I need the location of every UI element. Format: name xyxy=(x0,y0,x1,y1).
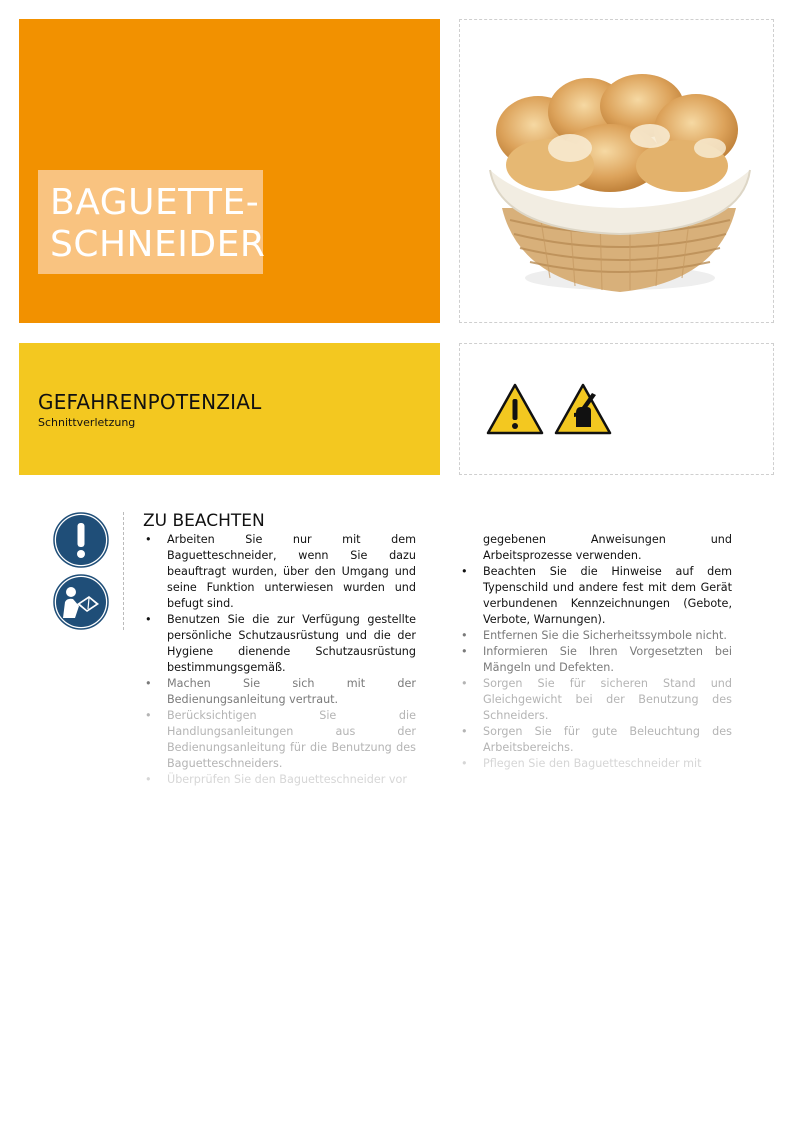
list-item: • Sorgen Sie für gute Beleuchtung des Arbeitsbereichs. xyxy=(459,724,732,756)
notes-column-1 xyxy=(143,532,416,786)
hazard-title: GEFAHRENPOTENZIAL xyxy=(38,390,262,414)
list-item: • Machen Sie sich mit der Bedienungsanleitung vertraut. xyxy=(143,676,416,708)
list-item: • Überprüfen Sie den Baguetteschneider vor xyxy=(143,772,416,788)
general-warning-icon xyxy=(486,383,544,435)
list-item: • Arbeiten Sie nur mit dem Baguetteschneider, wenn Sie dazu beauftragt wurden, über den Umgang und seine Funktion unterwiesen wurden und befugt sind. xyxy=(143,532,416,612)
read-manual-icon xyxy=(53,574,109,630)
notes-column-2 xyxy=(459,532,732,770)
photo-frame xyxy=(459,19,774,323)
general-mandatory-icon xyxy=(53,512,109,568)
baguette-basket-photo xyxy=(460,20,773,322)
list-item-continued: gegebenen Anweisungen und Arbeitsprozesse verwenden. xyxy=(483,533,732,562)
hazard-subtitle: Schnittverletzung xyxy=(38,416,136,429)
title-line-1: BAGUETTE- xyxy=(50,182,260,223)
notes-title: ZU BEACHTEN xyxy=(143,511,265,531)
list-item: • Entfernen Sie die Sicherheitssymbole nicht. xyxy=(459,628,732,644)
cut-hazard-icon xyxy=(554,383,612,435)
list-item: • Benutzen Sie die zur Verfügung gestellte persönliche Schutzausrüstung und die der Hygiene dienende Schutzausrüstung bestimmungsgemäß. xyxy=(143,612,416,676)
list-item: • Informieren Sie Ihren Vorgesetzten bei Mängeln und Defekten. xyxy=(459,644,732,676)
list-item: • Berücksichtigen Sie die Handlungsanleitungen aus der Bedienungsanleitung für die Benutzung des Baguetteschneiders. xyxy=(143,708,416,772)
list-item: • Sorgen Sie für sicheren Stand und Gleichgewicht bei der Benutzung des Schneiders. xyxy=(459,676,732,724)
title-badge xyxy=(38,170,266,274)
list-item: • Pflegen Sie den Baguetteschneider mit xyxy=(459,756,732,772)
section-divider xyxy=(123,512,124,630)
list-item: • Beachten Sie die Hinweise auf dem Typenschild und andere fest mit dem Gerät verbundenen Kennzeichnungen (Gebote, Verbote, Warnungen). xyxy=(459,564,732,628)
title-line-2: SCHNEIDER xyxy=(50,224,266,265)
